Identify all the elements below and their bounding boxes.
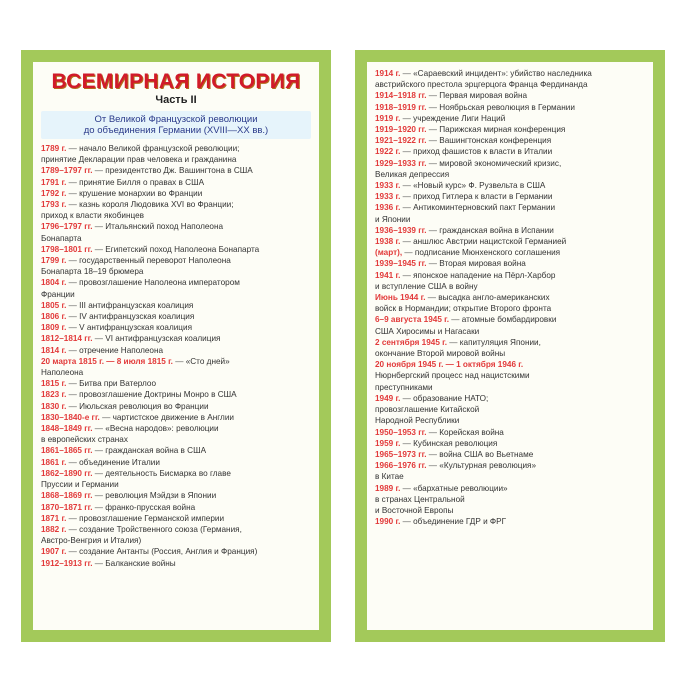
entry-date: 1823 г.: [41, 390, 67, 400]
timeline-entry: [375, 102, 647, 113]
entry-text: высадка англо-американских: [438, 293, 550, 303]
entry-text: Франции: [41, 289, 75, 299]
entry-date: 1939–1945 гг.: [375, 259, 427, 269]
entry-date: 1965–1973 гг.: [375, 449, 427, 459]
entry-separator: —: [400, 203, 414, 213]
entry-separator: —: [400, 393, 414, 403]
entry-text: принятие Билля о правах в США: [79, 177, 205, 187]
right-panel: [355, 50, 665, 642]
entry-text: Парижская мирная конференция: [439, 125, 566, 135]
timeline-entry: [41, 389, 313, 400]
timeline-entry: [41, 367, 313, 378]
timeline-entry: [375, 483, 647, 494]
entry-text: гражданская война в США: [105, 446, 207, 456]
right-entries-list: [367, 62, 653, 527]
entry-text: «Новый курс» Ф. Рузвельта в США: [413, 181, 546, 191]
timeline-entry: [375, 135, 647, 146]
entry-separator: —: [400, 517, 414, 527]
entry-date: 1921–1922 гг.: [375, 136, 427, 146]
entry-text: приход к власти якобинцев: [41, 211, 144, 221]
entry-date: 1914–1918 гг.: [375, 91, 427, 101]
entry-text: Антикоминтерновский пакт Германии: [413, 203, 556, 213]
entry-text: провозглашение Китайской: [375, 405, 480, 415]
entry-date: 1815 г.: [41, 379, 67, 389]
entry-separator: —: [426, 449, 440, 459]
timeline-entry: [375, 516, 647, 527]
timeline-entry: [41, 333, 313, 344]
timeline-entry: [41, 524, 313, 535]
entry-separator: —: [400, 181, 414, 191]
entry-date: 1959 г.: [375, 438, 401, 448]
entry-text: III антифранцузская коалиция: [79, 300, 194, 310]
timeline-entry: [41, 154, 313, 165]
entry-date: 1814 г.: [41, 345, 67, 355]
timeline-entry: [375, 449, 647, 460]
timeline-entry: [41, 378, 313, 389]
entry-date: 1862–1890 гг.: [41, 468, 93, 478]
entry-date: 1936–1939 гг.: [375, 225, 427, 235]
entry-text: Бонапарта: [41, 233, 82, 243]
entry-separator: —: [449, 315, 462, 325]
entry-separator: —: [92, 424, 106, 434]
entry-text: мировой экономический кризис,: [439, 158, 562, 168]
entry-date: 1796–1797 гг.: [41, 222, 93, 232]
timeline-entry: [41, 289, 313, 300]
entry-date: 20 марта 1815 г. — 8 июля 1815 г.: [41, 356, 173, 366]
entry-text: гражданская война в Испании: [439, 225, 554, 235]
entry-date: 1922 г.: [375, 147, 401, 157]
timeline-entry: [375, 146, 647, 157]
timeline-entry: [41, 221, 313, 232]
timeline-entry: [41, 233, 313, 244]
entry-text: деятельность Бисмарка во главе: [105, 468, 231, 478]
entry-separator: —: [426, 225, 440, 235]
timeline-entry: [41, 199, 313, 210]
entry-text: Нюрнбергский процесс над нацистскими: [375, 371, 530, 381]
entry-text: в европейских странах: [41, 435, 128, 445]
timeline-entry: [41, 479, 313, 490]
entry-date: 1789–1797 гг.: [41, 166, 93, 176]
timeline-entry: [41, 356, 313, 367]
entry-text: Народной Республики: [375, 416, 460, 426]
entry-separator: —: [426, 461, 440, 471]
entry-date: 1941 г.: [375, 270, 401, 280]
entry-text: аншлюс Австрии нацистской Германией: [413, 237, 567, 247]
timeline-entry: [375, 79, 647, 90]
entry-text: отречение Наполеона: [79, 345, 164, 355]
entry-text: окончание Второй мировой войны: [375, 349, 506, 359]
entry-separator: —: [400, 69, 414, 78]
entry-text: VI антифранцузская коалиция: [105, 334, 221, 344]
timeline-entry: [41, 457, 313, 468]
timeline-entry: [41, 513, 313, 524]
entry-text: образование НАТО;: [413, 393, 489, 403]
timeline-entry: [375, 303, 647, 314]
entry-date: (март),: [375, 248, 403, 258]
entry-date: 1950–1953 гг.: [375, 427, 427, 437]
timeline-entry: [375, 359, 647, 370]
entry-separator: —: [66, 401, 80, 411]
entry-date: 1868–1869 гг.: [41, 491, 93, 501]
timeline-entry: [375, 370, 647, 381]
entry-date: 1804 г.: [41, 278, 67, 288]
timeline-entry: [41, 177, 313, 188]
timeline-entry: [41, 490, 313, 501]
entry-separator: —: [66, 547, 80, 557]
timeline-entry: [41, 311, 313, 322]
entry-text: провозглашение Германской империи: [79, 513, 225, 523]
entry-date: 1912–1913 гг.: [41, 558, 93, 568]
entry-date: 1918–1919 гг.: [375, 102, 427, 112]
entry-date: 1933 г.: [375, 181, 401, 191]
entry-separator: —: [400, 147, 414, 157]
timeline-entry: [375, 427, 647, 438]
entry-text: атомные бомбардировки: [461, 315, 557, 325]
entry-text: Итальянский поход Наполеона: [105, 222, 224, 232]
entry-separator: —: [66, 300, 80, 310]
timeline-entry: [41, 423, 313, 434]
timeline-entry: [41, 165, 313, 176]
timeline-entry: [41, 345, 313, 356]
entry-date: 1812–1814 гг.: [41, 334, 93, 344]
entry-separator: —: [172, 356, 186, 366]
timeline-entry: [375, 404, 647, 415]
entry-text: капитуляция Японии,: [459, 337, 541, 347]
entry-separator: —: [92, 244, 106, 254]
entry-separator: —: [447, 337, 460, 347]
entry-separator: —: [99, 412, 113, 422]
entry-separator: —: [66, 524, 80, 534]
entry-text: японское нападение на Пёрл-Харбор: [413, 270, 556, 280]
entry-separator: —: [92, 468, 106, 478]
entry-text: Австро-Венгрия и Италия): [41, 536, 142, 546]
entry-text: объединение Италии: [79, 457, 160, 467]
entry-separator: —: [92, 502, 106, 512]
entry-separator: —: [426, 427, 440, 437]
timeline-entry: [41, 210, 313, 221]
entry-text: Наполеона: [41, 368, 84, 378]
entry-separator: —: [400, 113, 414, 123]
entry-text: Ноябрьская революция в Германии: [439, 102, 575, 112]
timeline-entry: [375, 337, 647, 348]
entry-text: провозглашение Доктрины Монро в США: [79, 390, 237, 400]
entry-text: приход Гитлера к власти в Германии: [413, 192, 553, 202]
entry-text: крушение монархии во Франции: [79, 188, 203, 198]
left-entries-list: [33, 143, 319, 569]
left-panel: [21, 50, 331, 642]
entry-separator: —: [426, 158, 440, 168]
timeline-entry: [41, 266, 313, 277]
timeline-entry: [375, 158, 647, 169]
timeline-entry: [375, 292, 647, 303]
timeline-entry: [375, 236, 647, 247]
entry-text: V антифранцузская коалиция: [79, 323, 192, 333]
entry-date: 1848–1849 гг.: [41, 424, 93, 434]
entry-separator: —: [92, 558, 106, 568]
entry-date: 1936 г.: [375, 203, 401, 213]
entry-date: 1929–1933 гг.: [375, 158, 427, 168]
entry-text: принятие Декларации прав человека и гражданина: [41, 155, 237, 165]
entry-text: объединение ГДР и ФРГ: [413, 517, 507, 527]
part-label: Часть II: [155, 94, 197, 106]
entry-text: в Китае: [375, 472, 404, 482]
entry-text: преступниками: [375, 382, 433, 392]
timeline-entry: [375, 202, 647, 213]
timeline-entry: [41, 558, 313, 569]
timeline-entry: [375, 326, 647, 337]
timeline-entry: [375, 270, 647, 281]
timeline-entry: [41, 445, 313, 456]
timeline-entry: [41, 300, 313, 311]
entry-separator: —: [66, 144, 80, 153]
entry-separator: —: [66, 177, 80, 187]
entry-text: и Японии: [375, 214, 411, 224]
entry-separator: —: [400, 270, 414, 280]
entry-text: создание Тройственного союза (Германия,: [79, 524, 242, 534]
entry-text: «Культурная революция»: [439, 461, 537, 471]
entry-separator: —: [66, 188, 80, 198]
entry-separator: —: [92, 446, 106, 456]
entry-date: 1907 г.: [41, 547, 67, 557]
entry-text: Битва при Ватерлоо: [79, 379, 157, 389]
timeline-entry: [375, 258, 647, 269]
entry-separator: —: [66, 200, 80, 210]
entry-text: приход фашистов к власти в Италии: [413, 147, 553, 157]
entry-date: 1861 г.: [41, 457, 67, 467]
entry-text: президентство Дж. Вашингтона в США: [105, 166, 253, 176]
entry-text: Первая мировая война: [439, 91, 528, 101]
timeline-entry: [41, 468, 313, 479]
entry-date: 1798–1801 гг.: [41, 244, 93, 254]
timeline-entry: [375, 471, 647, 482]
entry-separator: —: [400, 483, 414, 493]
entry-separator: —: [426, 136, 440, 146]
entry-date: 2 сентября 1945 г.: [375, 337, 448, 347]
left-panel-content: [33, 62, 319, 630]
timeline-entry: [41, 277, 313, 288]
entry-date: 1870–1871 гг.: [41, 502, 93, 512]
entry-text: революция Мэйдзи в Японии: [105, 491, 217, 501]
timeline-entry: [375, 415, 647, 426]
entry-separator: —: [66, 278, 80, 288]
entry-text: чартистское движение в Англии: [112, 412, 234, 422]
entry-text: и Восточной Европы: [375, 505, 454, 515]
timeline-entry: [375, 348, 647, 359]
entry-text: Балканские войны: [105, 558, 176, 568]
entry-separator: —: [66, 379, 80, 389]
timeline-entry: [41, 188, 313, 199]
timeline-entry: [41, 412, 313, 423]
entry-text: «Весна народов»: революции: [105, 424, 219, 434]
timeline-entry: [375, 314, 647, 325]
timeline-entry: [375, 191, 647, 202]
entry-text: провозглашение Наполеона императором: [79, 278, 240, 288]
timeline-entry: [41, 143, 313, 154]
entry-text: «бархатные революции»: [413, 483, 508, 493]
subtitle-line-1: От Великой Французской революции: [94, 114, 258, 125]
entry-text: войск в Нормандии; открытие Второго фронта: [375, 304, 552, 314]
entry-separator: —: [400, 192, 414, 202]
subtitle-box: [41, 111, 311, 139]
entry-text: казнь короля Людовика XVI во Франции;: [79, 200, 234, 210]
timeline-entry: [375, 180, 647, 191]
timeline-entry: [41, 502, 313, 513]
entry-date: 1799 г.: [41, 256, 67, 266]
entry-separator: —: [426, 102, 440, 112]
timeline-entry: [375, 505, 647, 516]
timeline-entry: [375, 438, 647, 449]
entry-separator: —: [400, 237, 414, 247]
entry-date: 1989 г.: [375, 483, 401, 493]
entry-separator: —: [66, 513, 80, 523]
entry-date: 1793 г.: [41, 200, 67, 210]
entry-date: 1791 г.: [41, 177, 67, 187]
entry-date: Июнь 1944 г.: [375, 293, 426, 303]
entry-date: 20 ноября 1945 г. — 1 октября 1946 г.: [375, 360, 524, 370]
entry-date: 1871 г.: [41, 513, 67, 523]
timeline-entry: [375, 169, 647, 180]
entry-text: США Хиросимы и Нагасаки: [375, 326, 480, 336]
title-block: [33, 62, 319, 107]
entry-date: 1805 г.: [41, 300, 67, 310]
entry-date: 1806 г.: [41, 312, 67, 322]
entry-date: 1933 г.: [375, 192, 401, 202]
entry-text: и вступление США в войну: [375, 281, 478, 291]
right-panel-content: [367, 62, 653, 630]
timeline-entry: [41, 535, 313, 546]
entry-separator: —: [426, 125, 440, 135]
timeline-entry: [375, 382, 647, 393]
page-title: ВСЕМИРНАЯ ИСТОРИЯ: [51, 70, 301, 93]
timeline-entry: [41, 434, 313, 445]
entry-separator: —: [92, 222, 106, 232]
timeline-entry: [375, 113, 647, 124]
entry-separator: —: [66, 256, 80, 266]
entry-text: Июльская революция во Франции: [79, 401, 209, 411]
entry-text: в странах Центральной: [375, 494, 465, 504]
entry-date: 1882 г.: [41, 524, 67, 534]
entry-separator: —: [425, 293, 439, 303]
entry-text: франко-прусская война: [105, 502, 196, 512]
timeline-entry: [375, 90, 647, 101]
entry-date: 1861–1865 гг.: [41, 446, 93, 456]
timeline-entry: [375, 281, 647, 292]
entry-date: 1809 г.: [41, 323, 67, 333]
entry-date: 1966–1976 гг.: [375, 461, 427, 471]
entry-date: 1938 г.: [375, 237, 401, 247]
entry-text: IV антифранцузская коалиция: [79, 312, 195, 322]
entry-separator: —: [66, 345, 80, 355]
entry-text: Корейская война: [439, 427, 504, 437]
timeline-entry: [375, 393, 647, 404]
entry-separator: —: [402, 248, 415, 258]
entry-text: Кубинская революция: [413, 438, 498, 448]
entry-separator: —: [92, 491, 106, 501]
entry-separator: —: [426, 91, 440, 101]
timeline-entry: [41, 255, 313, 266]
entry-separator: —: [66, 457, 80, 467]
entry-text: Египетский поход Наполеона Бонапарта: [105, 244, 260, 254]
entry-date: 1789 г.: [41, 144, 67, 153]
entry-separator: —: [400, 438, 414, 448]
timeline-entry: [375, 225, 647, 236]
entry-date: 1919 г.: [375, 113, 401, 123]
timeline-entry: [375, 68, 647, 79]
timeline-entry: [41, 401, 313, 412]
entry-text: учреждение Лиги Наций: [413, 113, 506, 123]
entry-text: подписание Мюнхенского соглашения: [414, 248, 561, 258]
timeline-entry: [41, 546, 313, 557]
entry-date: 1914 г.: [375, 69, 401, 78]
entry-text: государственный переворот Наполеона: [79, 256, 231, 266]
entry-separator: —: [92, 334, 106, 344]
entry-date: 1830 г.: [41, 401, 67, 411]
entry-text: война США во Вьетнаме: [439, 449, 534, 459]
entry-date: 1990 г.: [375, 517, 401, 527]
entry-separator: —: [92, 166, 106, 176]
entry-text: Великая депрессия: [375, 169, 450, 179]
timeline-entry: [375, 494, 647, 505]
timeline-entry: [375, 124, 647, 135]
entry-text: австрийского престола эрцгерцога Франца Фердинанда: [375, 80, 588, 90]
entry-separator: —: [66, 312, 80, 322]
entry-separator: —: [66, 390, 80, 400]
entry-text: «Сараевский инцидент»: убийство наследника: [413, 69, 592, 78]
entry-separator: —: [426, 259, 440, 269]
entry-date: 1792 г.: [41, 188, 67, 198]
entry-separator: —: [66, 323, 80, 333]
entry-text: «Сто дней»: [185, 356, 230, 366]
subtitle-line-2: до объединения Германии (XVIII—XX вв.): [83, 125, 269, 136]
timeline-entry: [41, 244, 313, 255]
timeline-entry: [41, 322, 313, 333]
entry-text: Вашингтонская конференция: [439, 136, 552, 146]
entry-text: Пруссии и Германии: [41, 480, 119, 490]
entry-date: 6–9 августа 1945 г.: [375, 315, 450, 325]
entry-date: 1949 г.: [375, 393, 401, 403]
timeline-entry: [375, 247, 647, 258]
timeline-entry: [375, 460, 647, 471]
entry-date: 1830–1840-е гг.: [41, 412, 100, 422]
entry-text: начало Великой французской революции;: [79, 144, 240, 153]
timeline-entry: [375, 214, 647, 225]
entry-text: Бонапарта 18–19 брюмера: [41, 267, 144, 277]
entry-text: создание Антанты (Россия, Англия и Франция): [79, 547, 258, 557]
entry-text: Вторая мировая война: [439, 259, 526, 269]
entry-date: 1919–1920 гг.: [375, 125, 427, 135]
